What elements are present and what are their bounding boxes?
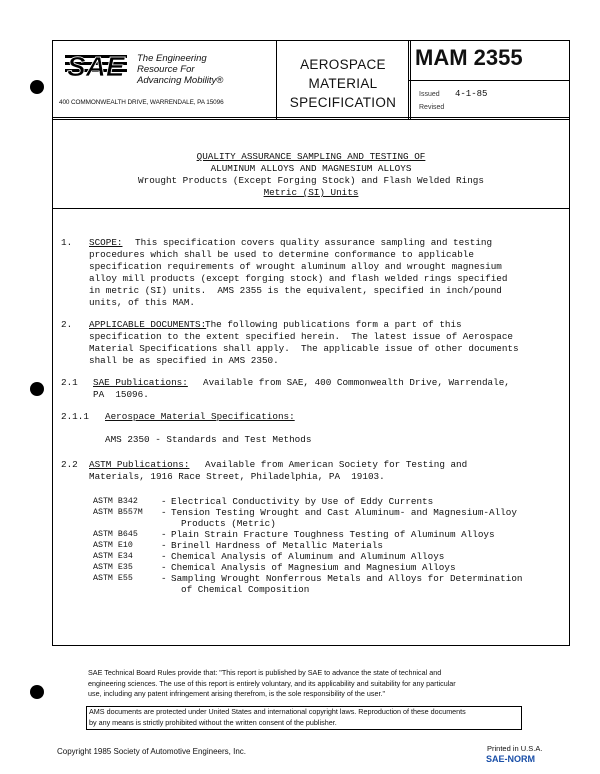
astm-code: ASTM E35: [93, 563, 133, 572]
sae-pub-line: PA 15096.: [93, 389, 149, 400]
section-number: 2.: [61, 319, 73, 330]
punch-hole-middle: [30, 382, 44, 396]
spec-type: [276, 55, 410, 112]
spec-type-line: AEROSPACE: [300, 57, 386, 72]
astm-title: Plain Strain Fracture Toughness Testing of Aluminum Alloys: [171, 529, 495, 540]
tagline-line: Advancing Mobility®: [137, 75, 224, 86]
title-line: Metric (SI) Units: [263, 187, 359, 198]
doc-number-divider: [409, 80, 569, 81]
board-rules: [88, 668, 456, 700]
scope-heading: SCOPE:: [89, 237, 123, 248]
astm-pub-line: Available from American Society for Testing and: [205, 459, 468, 470]
sae-address: 400 COMMONWEALTH DRIVE, WARRENDALE, PA 15096: [59, 99, 224, 106]
spec-type-line: MATERIAL: [308, 76, 378, 91]
astm-title: Sampling Wrought Nonferrous Metals and Alloys for Determination: [171, 573, 523, 584]
board-rules-line: use, including any patent infringement arising therefrom, is the sole responsibility of the user.": [88, 689, 385, 698]
tagline-line: Resource For: [137, 64, 195, 75]
sae-logo-text: SAE: [67, 51, 125, 81]
applicable-line: Material Specifications shall apply. The applicable issue of other documents: [89, 343, 519, 354]
title-line: Wrought Products (Except Forging Stock) and Flash Welded Rings: [138, 175, 484, 186]
astm-code: ASTM B557M: [93, 508, 143, 517]
applicable-line: The following publications form a part of this: [205, 319, 462, 330]
astm-title: Chemical Analysis of Aluminum and Aluminum Alloys: [171, 551, 445, 562]
scope-line: alloy mill products (except forging stock) and flash welded rings specified: [89, 273, 508, 284]
section-number: 2.1: [61, 377, 78, 388]
revised-label: Revised: [419, 104, 445, 111]
printed-in: Printed in U.S.A.: [487, 744, 543, 753]
header-box: [52, 40, 411, 120]
astm-title: Brinell Hardness of Metallic Materials: [171, 540, 384, 551]
scope-line: This specification covers quality assurance sampling and testing: [135, 237, 493, 248]
tagline-line: The Engineering: [137, 53, 207, 64]
astm-title: Products (Metric): [181, 518, 276, 529]
astm-title: Electrical Conductivity by Use of Eddy Currents: [171, 496, 434, 507]
ams-specs-heading: Aerospace Material Specifications:: [105, 411, 295, 422]
astm-code: ASTM E34: [93, 552, 133, 561]
sae-pub-heading: SAE Publications:: [93, 377, 188, 388]
tagline: [137, 53, 223, 86]
astm-dash: -: [161, 496, 167, 507]
title-line: QUALITY ASSURANCE SAMPLING AND TESTING OF: [196, 151, 426, 162]
scope-line: procedures which shall be used to determine conformance to applicable: [89, 249, 474, 260]
applicable-line: shall be as specified in AMS 2350.: [89, 355, 279, 366]
issued-date: 4-1-85: [455, 89, 488, 99]
board-rules-line: SAE Technical Board Rules provide that: "This report is published by SAE to advance the state of technical and: [88, 668, 442, 677]
title-rule: [53, 208, 569, 209]
title-line: ALUMINUM ALLOYS AND MAGNESIUM ALLOYS: [210, 163, 412, 174]
astm-code: ASTM B645: [93, 530, 138, 539]
copyright: Copyright 1985 Society of Automotive Engineers, Inc.: [57, 747, 246, 756]
applicable-line: specification to the extent specified herein. The latest issue of Aerospace: [89, 331, 514, 342]
section-number: 2.2: [61, 459, 78, 470]
spec-type-line: SPECIFICATION: [289, 95, 397, 110]
astm-code: ASTM E55: [93, 574, 133, 583]
scope-line: units, of this MAM.: [89, 297, 196, 308]
astm-dash: -: [161, 540, 167, 551]
astm-dash: -: [161, 507, 167, 518]
section-number: 1.: [61, 237, 73, 248]
sae-pub-line: Available from SAE, 400 Commonwealth Drive, Warrendale,: [203, 377, 510, 388]
astm-title: of Chemical Composition: [181, 584, 310, 595]
astm-dash: -: [161, 551, 167, 562]
body-box: [52, 117, 570, 646]
document-title: [53, 151, 569, 199]
watermark: SAE-NORM: [486, 754, 535, 764]
doc-number-box: [408, 40, 570, 120]
punch-hole-top: [30, 80, 44, 94]
astm-title: Chemical Analysis of Magnesium and Magnesium Alloys: [171, 562, 456, 573]
section-number: 2.1.1: [61, 411, 89, 422]
astm-pub-line: Materials, 1916 Race Street, Philadelphia, PA 19103.: [89, 471, 385, 482]
astm-code: ASTM B342: [93, 497, 138, 506]
astm-dash: -: [161, 562, 167, 573]
sae-logo: [65, 51, 129, 81]
astm-dash: -: [161, 573, 167, 584]
copyright-notice-line: by any means is strictly prohibited without the written consent of the publisher.: [89, 717, 337, 727]
astm-pub-heading: ASTM Publications:: [89, 459, 190, 470]
ams-specs-item: AMS 2350 - Standards and Test Methods: [105, 434, 312, 445]
astm-dash: -: [161, 529, 167, 540]
doc-number: MAM 2355: [415, 45, 523, 70]
board-rules-line: engineering sciences. The use of this report is entirely voluntary, and its applicability and suitability for any particular: [88, 678, 456, 688]
scope-line: specification requirements of wrought aluminum alloy and wrought magnesium: [89, 261, 502, 272]
astm-code: ASTM E10: [93, 541, 133, 550]
astm-title: Tension Testing Wrought and Cast Aluminum- and Magnesium-Alloy: [171, 507, 517, 518]
scope-line: in metric (SI) units. AMS 2355 is the equivalent, specified in inch/pound: [89, 285, 502, 296]
issued-label: Issued: [419, 91, 440, 98]
punch-hole-bottom: [30, 685, 44, 699]
copyright-notice-box: [86, 706, 522, 730]
copyright-notice-line: AMS documents are protected under United States and international copyright laws. Reproduction of these documents: [89, 707, 466, 716]
applicable-heading: APPLICABLE DOCUMENTS:: [89, 319, 207, 330]
